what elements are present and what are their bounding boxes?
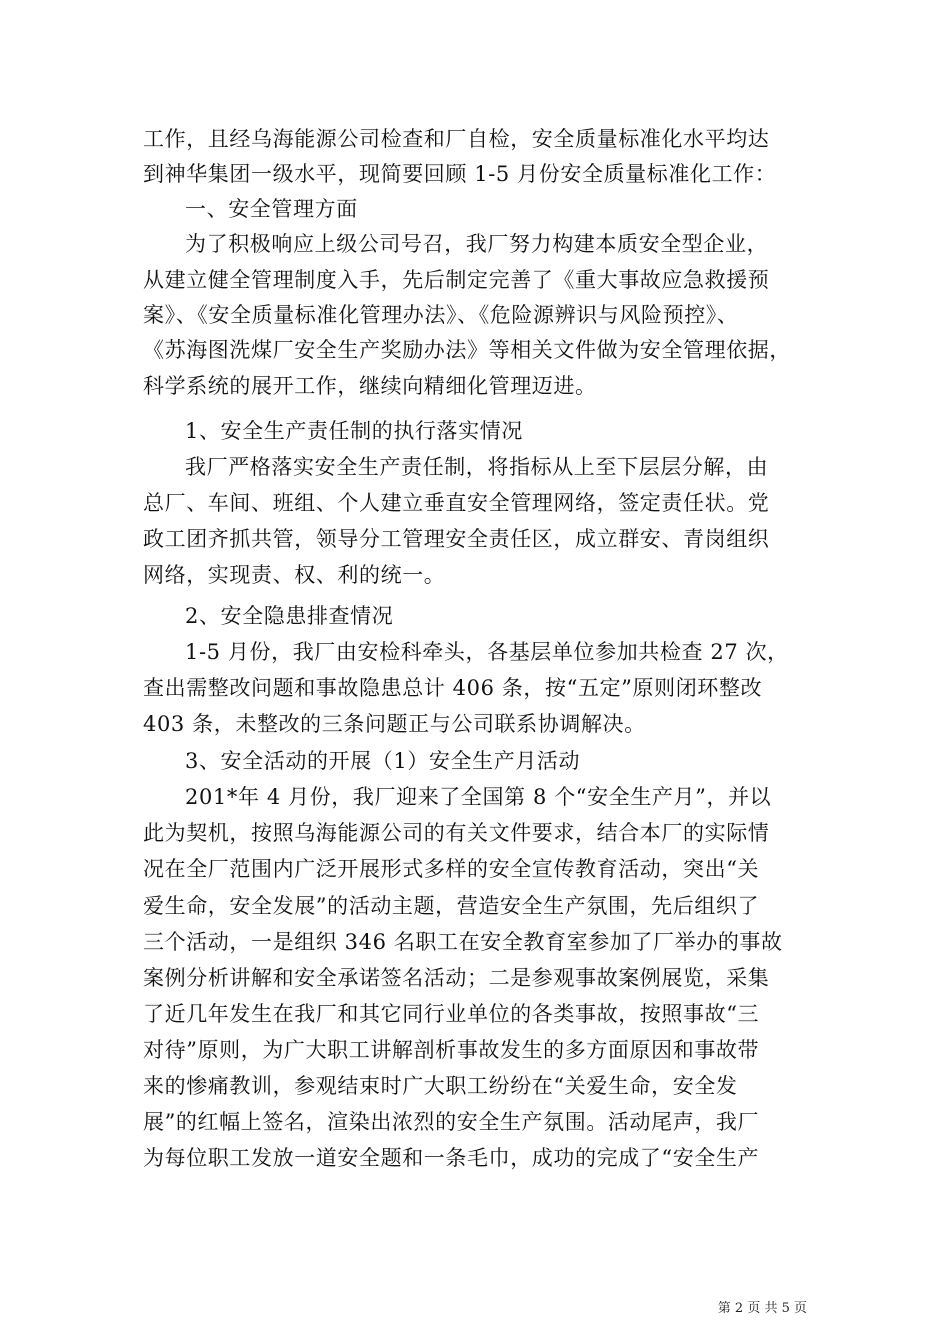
text-line: 1-5 月份，我厂由安检科牵头，各基层单位参加共检查 27 次， (185, 640, 789, 664)
text-line: 201*年 4 月份，我厂迎来了全国第 8 个“安全生产月”，并以 (185, 785, 772, 809)
subsection-heading: 2、安全隐患排查情况 (185, 604, 394, 628)
text-line: 此为契机，按照乌海能源公司的有关文件要求，结合本厂的实际情 (143, 821, 770, 845)
text-line: 到神华集团一级水平，现简要回顾 1-5 月份安全质量标准化工作： (143, 162, 777, 186)
text-line: 来的惨痛教训，参观结束时广大职工纷纷在“关爱生命，安全发 (143, 1074, 738, 1098)
text-line: 对待”原则，为广大职工讲解剖析事故发生的多方面原因和事故带 (143, 1038, 760, 1062)
text-line: 总厂、车间、班组、个人建立垂直安全管理网络，签定责任状。党 (143, 491, 770, 515)
text-line: 我厂严格落实安全生产责任制，将指标从上至下层层分解，由 (185, 455, 769, 479)
text-line: 展”的红幅上签名，渲染出浓烈的安全生产氛围。活动尾声，我厂 (143, 1110, 760, 1134)
text-line: 案例分析讲解和安全承诺签名活动；二是参观事故案例展览，采集 (143, 966, 770, 990)
text-line: 工作，且经乌海能源公司检查和厂自检，安全质量标准化水平均达 (143, 127, 770, 151)
subsection-heading: 1、安全生产责任制的执行落实情况 (185, 419, 523, 443)
text-line: 爱生命，安全发展”的活动主题，营造安全生产氛围，先后组织了 (143, 894, 760, 918)
text-line: 案》、《安全质量标准化管理办法》、《危险源辨识与风险预控》、 (143, 303, 739, 327)
page-number: 第 2 页 共 5 页 (717, 1301, 807, 1316)
text-line: 三个活动，一是组织 346 名职工在安全教育室参加了厂举办的事故 (143, 930, 783, 954)
text-line: 网络，实现责、权、利的统一。 (143, 563, 446, 587)
text-line: 科学系统的展开工作，继续向精细化管理迈进。 (143, 374, 597, 398)
text-line: 查出需整改问题和事故隐患总计 406 条，按“五定”原则闭环整改 (143, 676, 763, 700)
text-line: 了近几年发生在我厂和其它同行业单位的各类事故，按照事故“三 (143, 1002, 760, 1026)
text-line: 况在全厂范围内广泛开展形式多样的安全宣传教育活动，突出“关 (143, 857, 760, 881)
section-heading: 一、安全管理方面 (185, 197, 358, 221)
text-line: 政工团齐抓共管，领导分工管理安全责任区，成立群安、青岗组织 (143, 527, 770, 551)
text-line: 《苏海图洗煤厂安全生产奖励办法》等相关文件做为安全管理依据， (143, 338, 791, 362)
text-line: 403 条，未整改的三条问题正与公司联系协调解决。 (143, 712, 646, 736)
subsection-heading: 3、安全活动的开展（1）安全生产月活动 (185, 749, 581, 773)
text-line: 为每位职工发放一道安全题和一条毛巾，成功的完成了“安全生产 (143, 1146, 760, 1170)
text-line: 从建立健全管理制度入手，先后制定完善了《重大事故应急救援预 (143, 268, 770, 292)
text-line: 为了积极响应上级公司号召，我厂努力构建本质安全型企业， (185, 232, 769, 256)
